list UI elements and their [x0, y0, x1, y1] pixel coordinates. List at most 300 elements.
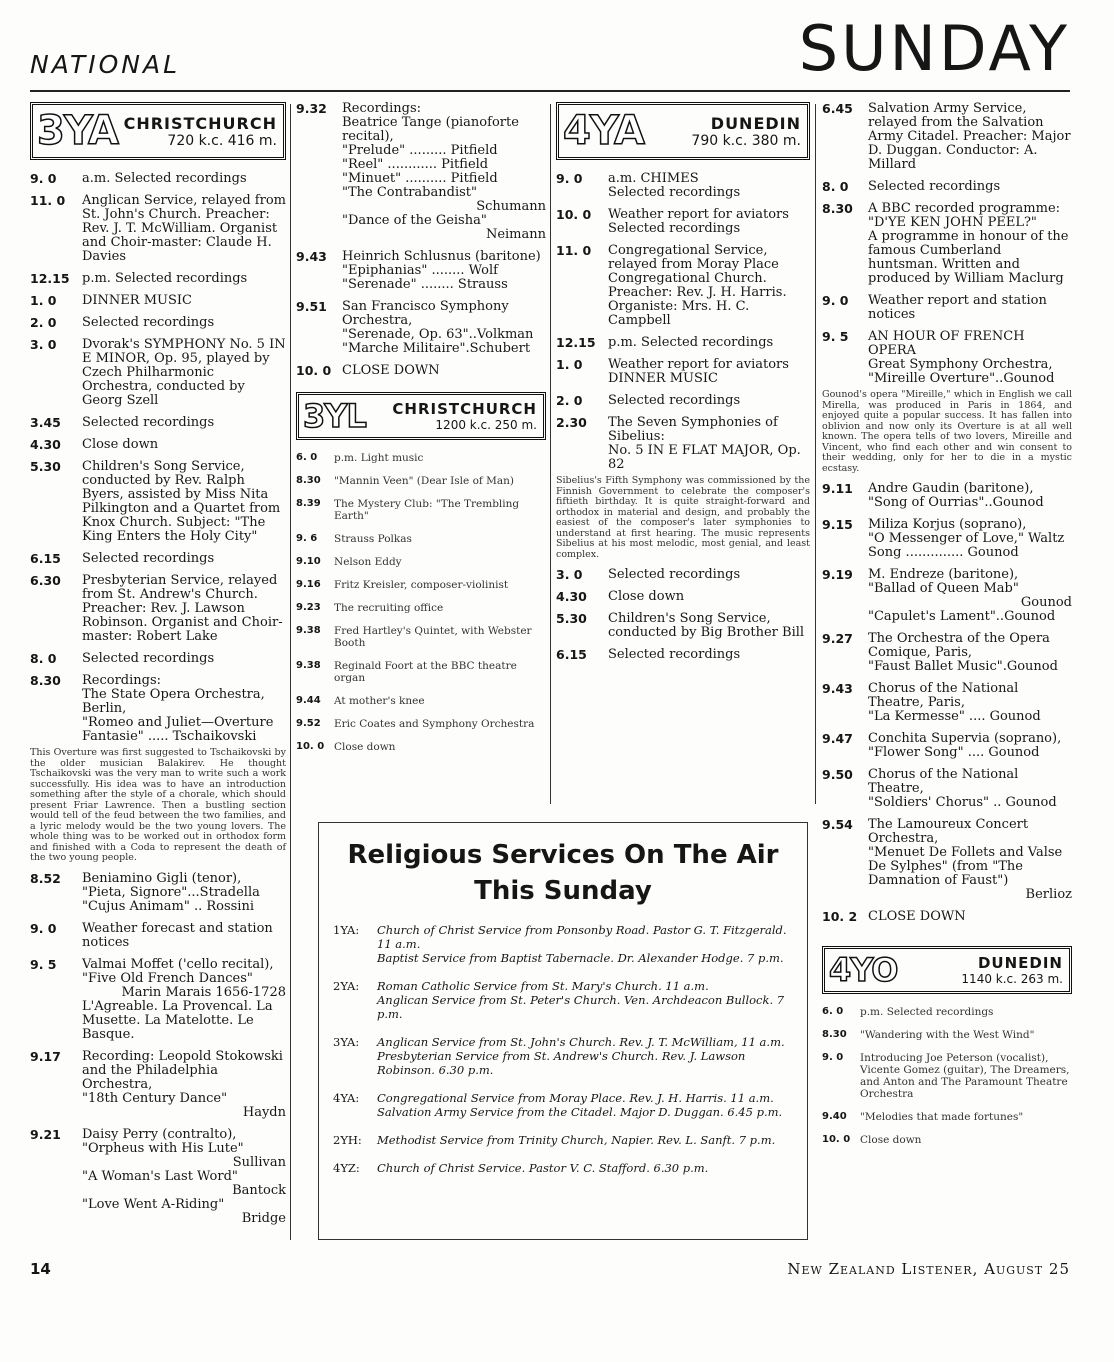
entry-text: Neimann	[485, 227, 546, 242]
entry-text: Close down	[608, 589, 685, 604]
entry-text: "Ballad of Queen Mab"	[868, 581, 1019, 596]
entry-text: "Marche Militaire".Schubert	[342, 341, 531, 356]
entry-text: Bantock	[232, 1182, 286, 1198]
schedule-entry	[556, 394, 810, 408]
entry-text: Children's Song Service, conducted by Rev. Ralph Byers, assisted by Miss Nita Pilkington and a Quartet from Knox Church. Subject: "The King Enters the Holy City"	[82, 459, 285, 544]
entry-text: "Prelude" ......... Pitfield	[342, 143, 498, 158]
entry-text: A programme in honour of the famous Cumberland huntsman. Written and produced by William Maclurg	[868, 229, 1073, 286]
station-frequency: 1200 k.c. 250 m.	[435, 418, 537, 432]
schedule-entry	[556, 648, 810, 662]
entry-text: Recording: Leopold Stokowski and the Philadelphia Orchestra,	[82, 1048, 288, 1092]
schedule-entry	[822, 518, 1072, 560]
entry-text: Great Symphony Orchestra,	[868, 357, 1053, 372]
entry-text: Congregational Service, relayed from Moray Place Congregational Church. Preacher: Rev. J. H. Harris. Organiste: Mrs. H. C. Campbell	[608, 243, 791, 328]
entry-text: CLOSE DOWN	[342, 363, 440, 378]
entry-time: 9.52	[296, 718, 321, 729]
entry-time: 9. 0	[30, 920, 57, 936]
entry-text: L'Agreable. La Provencal. La Musette. La Matelotte. Le Basque.	[82, 998, 277, 1042]
entry-time: 9.21	[30, 1126, 61, 1142]
programme-note: Sibelius's Fifth Symphony was commissioned by the Finnish Government to celebrate the composer's fiftieth birthday. It is quite straight-forward and orthodox in material and design, and probably the easiest of the composer's later symphonies to understand at first hearing. The music represents Sibelius at his most melodic, most genial, and least complex.	[556, 475, 810, 560]
entry-text: A BBC recorded programme: "D'YE KEN JOHN PEEL?"	[868, 201, 1065, 230]
schedule-entry	[822, 910, 1072, 924]
schedule-entry	[296, 364, 546, 378]
entry-text: AN HOUR OF FRENCH OPERA	[868, 329, 1029, 358]
entry-time: 6. 0	[822, 1006, 844, 1017]
station-label: 4YA:	[333, 1091, 360, 1105]
entry-text: Close down	[82, 437, 159, 452]
entry-time: 8. 0	[30, 651, 57, 666]
header-rule	[30, 90, 1070, 92]
entry-text: Recordings:	[342, 101, 422, 116]
schedule-entry	[822, 180, 1072, 194]
service-text: Anglican Service from St. John's Church. Rev. J. T. McWilliam, 11 a.m.	[377, 1035, 785, 1049]
station-label: 4YZ:	[333, 1161, 360, 1175]
entry-text: Selected recordings	[868, 179, 1001, 194]
entry-text: Selected recordings	[608, 185, 741, 200]
schedule-entry	[822, 330, 1072, 386]
schedule-list	[822, 482, 1072, 924]
entry-text: Strauss Polkas	[334, 533, 412, 545]
schedule-entry	[556, 416, 810, 472]
entry-text: The recruiting office	[334, 602, 444, 614]
service-text: Church of Christ Service from Ponsonby Road. Pastor G. T. Fitzgerald. 11 a.m.	[377, 923, 787, 951]
entry-text: "Faust Ballet Music".Gounod	[868, 659, 1058, 674]
entry-text: Haydn	[242, 1104, 286, 1120]
entry-time: 2. 0	[30, 315, 57, 330]
entry-text: Andre Gaudin (baritone),	[868, 481, 1034, 496]
entry-time: 4.30	[556, 589, 587, 604]
schedule-entry	[556, 172, 810, 200]
service-text: Salvation Army Service from the Citadel. Major D. Duggan. 6.45 p.m.	[377, 1105, 783, 1119]
schedule-entry	[30, 337, 290, 408]
schedule-entry	[30, 416, 286, 430]
entry-text: "Serenade" ........ Strauss	[342, 277, 508, 292]
schedule-entry	[296, 718, 546, 730]
entry-text: "Mannin Veen" (Dear Isle of Man)	[334, 475, 515, 487]
schedule-entry	[296, 625, 546, 649]
column-4	[822, 101, 1075, 1157]
schedule-entry	[556, 336, 810, 350]
entry-text: "Wandering with the West Wind"	[860, 1029, 1035, 1041]
entry-text: Selected recordings	[82, 415, 215, 430]
station-city: CHRISTCHURCH	[123, 113, 277, 133]
entry-text: "Melodies that made fortunes"	[860, 1111, 1024, 1123]
service-text: Baptist Service from Baptist Tabernacle. Dr. Alexander Hodge. 7 p.m.	[377, 951, 784, 965]
station-label: 3YA:	[333, 1035, 360, 1049]
entry-time: 9.11	[822, 481, 853, 496]
entry-text: Selected recordings	[608, 393, 741, 408]
station-frequency: 1140 k.c. 263 m.	[961, 972, 1063, 986]
entry-text: "Romeo and Juliet—Overture Fantasie" ..... Tschaikovski	[82, 715, 278, 744]
schedule-entry	[30, 922, 286, 950]
entry-text: "Minuet" .......... Pitfield	[342, 171, 498, 186]
programme-note: This Overture was first suggested to Tschaikovski by the older musician Balakirev. He thought Tschaikovski was the very man to write such a work successfully. His idea was to have an introduction something after the style of a chorale, which should present Friar Lawrence. Then a bustling section would tell of the feud between the two families, and a lyric melody would be the two young lovers. The whole thing was to be worked out in orthodox form and finished with a Coda to represent the death of the two young people.	[30, 747, 286, 863]
station-call-sign: 4YO	[829, 951, 898, 989]
entry-time: 6.15	[30, 551, 61, 566]
entry-time: 10. 0	[556, 207, 592, 222]
schedule-entry	[296, 579, 546, 591]
entry-time: 9.23	[296, 602, 321, 613]
entry-time: 9. 5	[822, 329, 849, 344]
entry-text: Selected recordings	[82, 651, 215, 666]
entry-text: Weather report for aviators	[608, 357, 789, 372]
entry-text: "The Contrabandist"	[342, 185, 477, 200]
region-label: NATIONAL	[30, 50, 181, 79]
religious-row	[333, 1133, 793, 1147]
schedule-entry	[556, 590, 810, 604]
entry-time: 9.47	[822, 731, 853, 746]
entry-time: 9. 0	[822, 1052, 844, 1063]
entry-text: Chorus of the National Theatre,	[868, 767, 1023, 796]
entry-text: Children's Song Service, conducted by Big Brother Bill	[608, 611, 805, 640]
column-2	[296, 102, 546, 764]
entry-text: Presbyterian Service, relayed from St. Andrew's Church. Preacher: Rev. J. Lawson Robinson. Organist and Choir-master: Robert Lake	[82, 573, 283, 644]
entry-text: Selected recordings	[608, 567, 741, 582]
entry-text: "Orpheus with His Lute"	[82, 1140, 244, 1156]
station-logo-4yo	[822, 946, 1072, 994]
entry-text: The Orchestra of the Opera Comique, Paris,	[868, 631, 1055, 660]
entry-time: 9.40	[822, 1111, 847, 1122]
entry-time: 2.30	[556, 415, 587, 430]
schedule-list	[296, 452, 546, 753]
entry-text: Introducing Joe Peterson (vocalist), Vicente Gomez (guitar), The Dreamers, and Anton and The Paramount Theatre Orchestra	[860, 1052, 1073, 1100]
schedule-entry	[30, 438, 286, 452]
station-logo-3yl	[296, 392, 546, 440]
entry-time: 9. 0	[30, 171, 57, 186]
entry-time: 9.43	[296, 249, 327, 264]
schedule-entry	[296, 741, 546, 753]
schedule-entry	[30, 294, 286, 308]
entry-text: Valmai Moffet ('cello recital),	[82, 956, 274, 972]
schedule-entry	[296, 660, 546, 684]
entry-text: The Mystery Club: "The Trembling Earth"	[334, 498, 523, 522]
entry-text: Beatrice Tange (pianoforte recital),	[342, 115, 524, 144]
entry-time: 9.16	[296, 579, 321, 590]
schedule-entry	[30, 272, 286, 286]
entry-text: M. Endreze (baritone),	[868, 567, 1019, 582]
entry-text: p.m. Selected recordings	[82, 271, 248, 286]
schedule-entry	[30, 172, 286, 186]
schedule-entry	[296, 300, 546, 356]
schedule-entry	[30, 574, 286, 644]
schedule-entry	[556, 244, 810, 328]
column-divider	[550, 104, 551, 804]
entry-text: Close down	[334, 741, 396, 753]
schedule-entry	[822, 101, 1075, 172]
column-4ya	[556, 102, 810, 670]
entry-text: Selected recordings	[608, 647, 741, 662]
station-call-sign: 3YA	[37, 108, 118, 154]
entry-time: 6.15	[556, 647, 587, 662]
schedule-list	[556, 172, 810, 472]
schedule-list	[822, 1006, 1072, 1146]
entry-time: 9.17	[30, 1048, 61, 1064]
entry-text: "Flower Song" .... Gounod	[868, 745, 1040, 760]
schedule-entry	[822, 568, 1072, 624]
schedule-entry	[822, 202, 1072, 286]
entry-time: 9.50	[822, 767, 853, 782]
schedule-entry	[822, 294, 1072, 322]
entry-text: Reginald Foort at the BBC theatre organ	[334, 660, 521, 684]
page-number: 14	[30, 1260, 51, 1278]
entry-time: 9.43	[822, 681, 853, 696]
entry-text: "Song of Ourrias"..Gounod	[868, 495, 1044, 510]
entry-text: Weather forecast and station notices	[82, 920, 277, 950]
schedule-entry	[30, 872, 286, 914]
schedule-entry	[296, 695, 546, 707]
entry-text: Beniamino Gigli (tenor),	[82, 870, 242, 886]
station-logo-4ya	[556, 102, 810, 160]
schedule-entry	[822, 1006, 1072, 1018]
religious-row	[333, 1091, 793, 1119]
schedule-list	[296, 102, 546, 378]
schedule-list	[556, 568, 810, 662]
schedule-entry	[30, 958, 286, 1042]
entry-time: 11. 0	[30, 193, 66, 208]
station-city: DUNEDIN	[710, 113, 801, 133]
entry-text: CLOSE DOWN	[868, 909, 966, 924]
entry-time: 9.19	[822, 567, 853, 582]
entry-time: 3. 0	[30, 337, 57, 352]
schedule-entry	[296, 102, 546, 242]
entry-text: "Five Old French Dances"	[82, 970, 253, 986]
entry-text: Schumann	[476, 199, 546, 214]
religious-row	[333, 923, 793, 965]
service-text: Anglican Service from St. Peter's Church. Ven. Archdeacon Bullock. 7 p.m.	[377, 993, 785, 1021]
entry-time: 3.45	[30, 415, 61, 430]
station-call-sign: 4YA	[563, 108, 644, 154]
service-text: Church of Christ Service. Pastor V. C. Stafford. 6.30 p.m.	[377, 1161, 709, 1175]
service-text: Methodist Service from Trinity Church, Napier. Rev. L. Sanft. 7 p.m.	[377, 1133, 776, 1147]
entry-time: 3. 0	[556, 567, 583, 582]
schedule-entry	[296, 250, 546, 292]
schedule-list	[30, 171, 291, 744]
entry-text: Gounod	[1020, 595, 1072, 610]
entry-time: 10. 0	[296, 741, 325, 752]
schedule-entry	[822, 1134, 1072, 1146]
entry-time: 9.54	[822, 817, 853, 832]
entry-text: "La Kermesse" .... Gounod	[868, 709, 1041, 724]
entry-time: 9.44	[296, 695, 321, 706]
entry-time: 8.52	[30, 870, 61, 886]
station-call-sign: 3YL	[303, 397, 366, 435]
schedule-entry	[30, 674, 286, 744]
entry-time: 9.27	[822, 631, 853, 646]
entry-time: 9. 0	[556, 171, 583, 186]
schedule-entry	[822, 632, 1072, 674]
service-text: Presbyterian Service from St. Andrew's Church. Rev. J. Lawson Robinson. 6.30 p.m.	[377, 1049, 746, 1077]
schedule-entry	[30, 316, 286, 330]
schedule-entry	[822, 768, 1072, 810]
entry-text: At mother's knee	[334, 695, 425, 707]
entry-text: Marin Marais 1656-1728	[121, 984, 286, 1000]
entry-text: Dvorak's SYMPHONY No. 5 IN E MINOR, Op. 95, played by Czech Philharmonic Orchestra, conducted by Georg Szell	[82, 337, 290, 408]
entry-time: 8.30	[30, 673, 61, 688]
entry-text: "A Woman's Last Word"	[82, 1168, 238, 1184]
entry-text: p.m. Selected recordings	[860, 1006, 994, 1018]
entry-time: 9.15	[822, 517, 853, 532]
religious-row	[333, 1035, 793, 1077]
schedule-entry	[30, 552, 286, 566]
schedule-entry	[30, 652, 286, 666]
entry-text: "Soldiers' Chorus" .. Gounod	[868, 795, 1057, 810]
entry-text: "Epiphanias" ........ Wolf	[342, 263, 498, 278]
entry-text: Recordings:	[82, 673, 162, 688]
schedule-entry	[556, 358, 810, 386]
entry-time: 9.32	[296, 101, 327, 116]
entry-time: 12.15	[556, 335, 596, 350]
entry-time: 9. 6	[296, 533, 318, 544]
entry-text: Conchita Supervia (soprano),	[868, 731, 1062, 746]
entry-time: 10. 0	[296, 363, 332, 378]
schedule-entry	[556, 208, 810, 236]
schedule-entry	[822, 1111, 1072, 1123]
column-divider	[290, 104, 291, 1240]
station-logo-3ya	[30, 102, 286, 160]
entry-text: a.m. Selected recordings	[82, 171, 247, 186]
entry-text: "Menuet De Follets and Valse De Sylphes" (from "The Damnation of Faust")	[868, 845, 1067, 888]
entry-text: The Seven Symphonies of Sibelius:	[608, 415, 782, 444]
entry-text: No. 5 IN E FLAT MAJOR, Op. 82	[608, 443, 805, 472]
entry-time: 6. 0	[296, 452, 318, 463]
schedule-entry	[30, 460, 286, 544]
schedule-entry	[822, 732, 1072, 760]
religious-title: Religious Services On The Air	[347, 840, 779, 870]
entry-time: 8. 0	[822, 179, 849, 194]
entry-time: 8.39	[296, 498, 321, 509]
entry-time: 1. 0	[556, 357, 583, 372]
entry-text: Bridge	[241, 1210, 286, 1226]
schedule-entry	[822, 818, 1072, 902]
entry-time: 8.30	[822, 201, 853, 216]
station-frequency: 790 k.c. 380 m.	[691, 132, 801, 149]
entry-text: DINNER MUSIC	[82, 293, 192, 308]
entry-text: Sullivan	[232, 1154, 286, 1170]
entry-text: Salvation Army Service, relayed from the Salvation Army Citadel. Preacher: Major D. Duggan. Conductor: A. Millard	[868, 101, 1075, 172]
religious-row	[333, 979, 793, 1021]
entry-time: 8.30	[296, 475, 321, 486]
entry-time: 9. 0	[822, 293, 849, 308]
schedule-entry	[296, 498, 546, 522]
entry-text: The Lamoureux Concert Orchestra,	[868, 817, 1033, 846]
entry-time: 5.30	[556, 611, 587, 626]
entry-text: "Capulet's Lament"..Gounod	[868, 609, 1056, 624]
station-frequency: 720 k.c. 416 m.	[167, 132, 277, 149]
entry-text: Weather report and station notices	[868, 293, 1051, 322]
entry-time: 6.30	[30, 573, 61, 588]
entry-text: "Reel" ............ Pitfield	[342, 157, 489, 172]
entry-text: Selected recordings	[82, 551, 215, 566]
entry-text: "Serenade, Op. 63"..Volkman	[342, 327, 534, 342]
entry-text: "O Messenger of Love," Waltz Song .............. Gounod	[868, 531, 1069, 560]
religious-subtitle: This Sunday	[474, 876, 652, 906]
magazine-credit: New Zealand Listener, August 25	[787, 1260, 1070, 1278]
entry-time: 4.30	[30, 437, 61, 452]
entry-time: 2. 0	[556, 393, 583, 408]
entry-time: 10. 2	[822, 909, 858, 924]
entry-text: San Francisco Symphony Orchestra,	[342, 299, 513, 328]
entry-text: The State Opera Orchestra, Berlin,	[82, 687, 269, 716]
entry-text: "18th Century Dance"	[82, 1090, 228, 1106]
entry-time: 1. 0	[30, 293, 57, 308]
entry-time: 10. 0	[822, 1134, 851, 1145]
entry-text: "Pieta, Signore"...Stradella	[82, 884, 260, 900]
entry-time: 9.38	[296, 625, 321, 636]
entry-text: Nelson Eddy	[334, 556, 402, 568]
entry-text: Selected recordings	[608, 221, 741, 236]
entry-time: 9. 5	[30, 956, 57, 972]
schedule-entry	[822, 1029, 1072, 1041]
entry-text: p.m. Selected recordings	[608, 335, 774, 350]
schedule-entry	[296, 452, 546, 464]
schedule-list	[822, 101, 1075, 386]
religious-row	[333, 1161, 793, 1175]
entry-text: "Mireille Overture"..Gounod	[868, 371, 1055, 386]
entry-text: Chorus of the National Theatre, Paris,	[868, 681, 1023, 710]
entry-time: 9.51	[296, 299, 327, 314]
schedule-entry	[296, 602, 546, 614]
schedule-entry	[556, 568, 810, 582]
schedule-entry	[296, 475, 546, 487]
station-city: CHRISTCHURCH	[392, 400, 537, 418]
entry-text: Weather report for aviators	[608, 207, 789, 222]
station-label: 2YA:	[333, 979, 360, 993]
service-text: Congregational Service from Moray Place. Rev. J. H. Harris. 11 a.m.	[377, 1091, 774, 1105]
schedule-entry	[296, 533, 546, 545]
entry-time: 12.15	[30, 271, 70, 286]
religious-list	[333, 923, 793, 1175]
page-footer	[30, 1260, 1070, 1278]
schedule-entry	[822, 482, 1072, 510]
column-3ya	[30, 102, 291, 1234]
entry-text: Fritz Kreisler, composer-violinist	[334, 579, 509, 591]
entry-text: "Dance of the Geisha"	[342, 213, 487, 228]
religious-services-box	[318, 822, 808, 1240]
schedule-list	[30, 872, 286, 1226]
entry-text: Selected recordings	[82, 315, 215, 330]
entry-text: Miliza Korjus (soprano),	[868, 517, 1027, 532]
schedule-entry	[822, 682, 1072, 724]
entry-time: 9.38	[296, 660, 321, 671]
entry-time: 11. 0	[556, 243, 592, 258]
station-label: 2YH:	[333, 1133, 362, 1147]
schedule-entry	[822, 1052, 1072, 1100]
schedule-entry	[30, 1128, 286, 1226]
entry-text: Heinrich Schlusnus (baritone)	[342, 249, 541, 264]
entry-text: Anglican Service, relayed from St. John's Church. Preacher: Rev. J. T. McWilliam. Organist and Choir-master: Claude H. Davies	[82, 193, 291, 264]
entry-text: "Love Went A-Riding"	[82, 1196, 225, 1212]
programme-note: Gounod's opera "Mireille," which in English we call Mirella, was produced in Paris in 1864, and enjoyed quite a popular success. It has fallen into oblivion and now only its Overture is at all well known. The opera tells of two lovers, Mireille and Vincent, who find each other and win consent to their wedding, only for her to die in a mystic ecstasy.	[822, 389, 1072, 474]
station-label: 1YA:	[333, 923, 360, 937]
entry-time: 8.30	[822, 1029, 847, 1040]
schedule-entry	[30, 193, 291, 264]
entry-time: 9.10	[296, 556, 321, 567]
entry-text: Eric Coates and Symphony Orchestra	[334, 718, 535, 730]
schedule-entry	[556, 612, 810, 640]
service-text: Roman Catholic Service from St. Mary's Church. 11 a.m.	[377, 979, 709, 993]
entry-text: Berlioz	[1025, 887, 1072, 902]
entry-text: p.m. Light music	[334, 452, 424, 464]
schedule-entry	[30, 1050, 286, 1120]
day-title: SUNDAY	[798, 12, 1070, 85]
schedule-entry	[296, 556, 546, 568]
entry-time: 5.30	[30, 459, 61, 474]
entry-text: Daisy Perry (contralto),	[82, 1126, 237, 1142]
station-city: DUNEDIN	[977, 954, 1063, 972]
entry-text: a.m. CHIMES	[608, 171, 699, 186]
column-divider	[815, 104, 816, 804]
entry-text: Close down	[860, 1134, 922, 1146]
